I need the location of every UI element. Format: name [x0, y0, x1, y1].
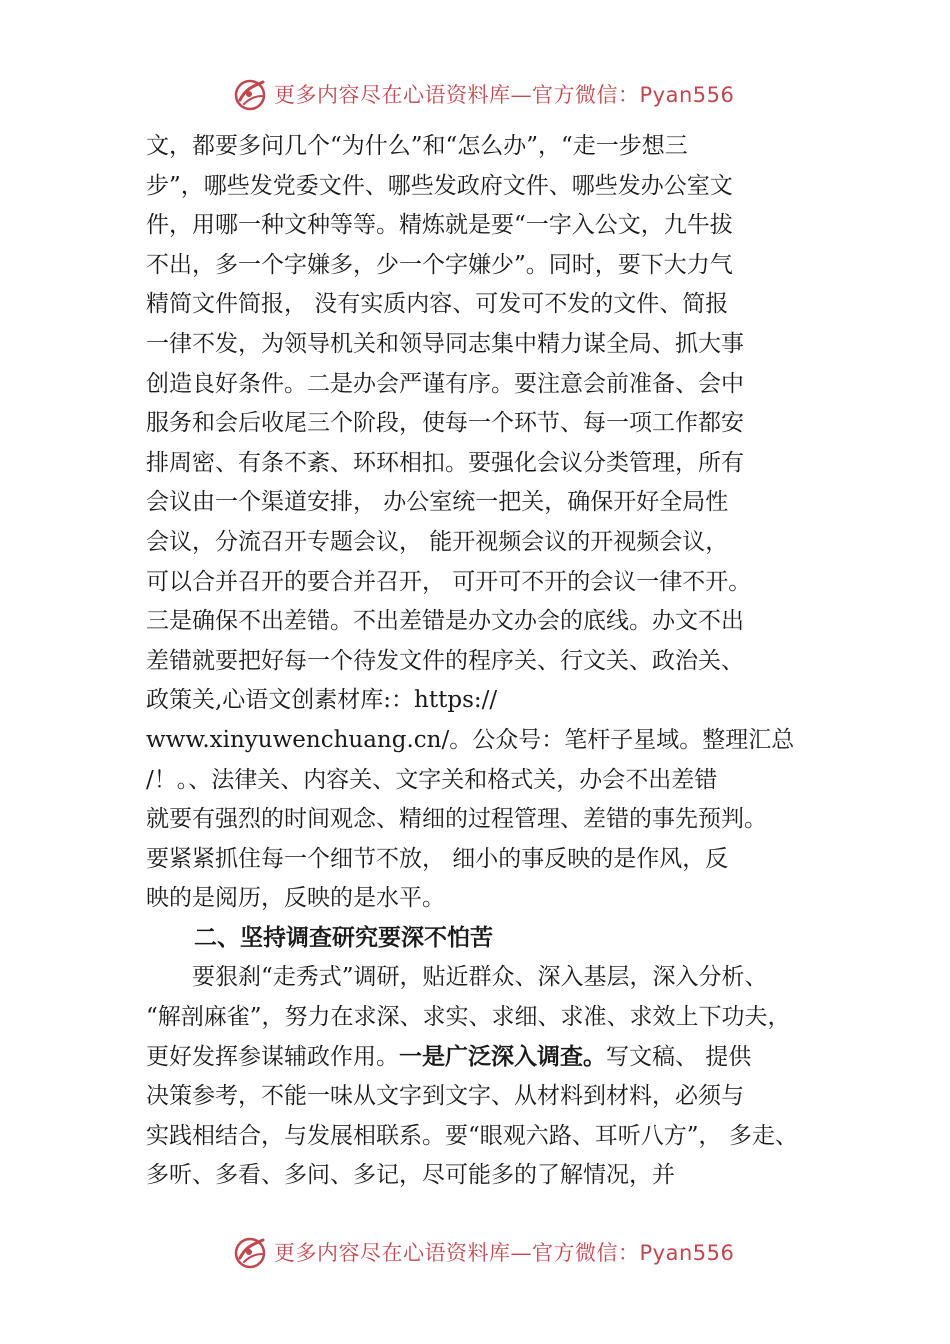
- body-line-11: 会议，分流召开专题会议， 能开视频会议的开视频会议，: [146, 528, 729, 555]
- footer-banner: [232, 1232, 735, 1272]
- body-line-9: 排周密、有条不紊、环环相扣。要强化会议分类管理，所有: [146, 449, 744, 476]
- bold-subheading: 一是广泛深入调查。: [399, 1043, 606, 1070]
- header-wechat-id: Pyan556: [639, 83, 735, 107]
- para2-line-3: [146, 1038, 836, 1078]
- red-circle-logo-icon: [232, 1234, 268, 1270]
- para2-line-4: 决策参考，不能一味从文字到文字、从材料到材料，必须与: [146, 1083, 744, 1110]
- body-line-1: 文，都要多问几个“为什么”和“怎么办”，“走一步想三: [146, 133, 688, 159]
- body-line-13: 三是确保不出差错。不出差错是办文办会的底线。办文不出: [146, 608, 744, 635]
- body-line-7: 创造良好条件。二是办会严谨有序。要注意会前准备、会中: [146, 370, 744, 397]
- body-line-20: 映的是阅历，反映的是水平。: [146, 885, 445, 912]
- body-line-18: 就要有强烈的时间观念、精细的过程管理、差错的事先预判。: [146, 806, 767, 833]
- body-line-14: 差错就要把好每一个待发文件的程序关、行文关、政治关、: [146, 647, 744, 674]
- footer-banner-text: 更多内容尽在心语资料库—官方微信：Pyan556: [274, 1241, 735, 1265]
- para2-line-3-end: 写文稿、 提供: [606, 1043, 752, 1070]
- para2-line-5: 实践相结合，与发展相联系。要“眼观六路、耳听八方”， 多走、: [146, 1122, 798, 1149]
- body-line-5: 精简文件简报， 没有实质内容、可发可不发的文件、简报: [146, 291, 729, 318]
- body-line-19: 要紧紧抓住每一个细节不放， 细小的事反映的是作风，反: [146, 845, 729, 872]
- body-line-17: /！。、法律关、内容关、文字关和格式关，办会不出差错: [146, 766, 718, 793]
- body-line-3: 件，用哪一种文种等等。精炼就是要“一字入公文，九牛拔: [146, 212, 733, 239]
- section-heading: 二、坚持调查研究要深不怕苦: [194, 924, 493, 951]
- red-circle-logo-icon: [232, 76, 268, 112]
- body-line-8: 服务和会后收尾三个阶段，使每一个环节、每一项工作都安: [146, 410, 744, 437]
- document-body: [146, 127, 836, 1196]
- para2-line-6: 多听、多看、多问、多记，尽可能多的了解情况，并: [146, 1162, 675, 1189]
- body-line-2: 步”，哪些发党委文件、哪些发政府文件、哪些发办公室文: [146, 172, 733, 199]
- body-line-4: 不出，多一个字嫌多，少一个字嫌少”。同时，要下大力气: [146, 251, 733, 278]
- para2-line-3-start: 更好发挥参谋辅政作用。: [146, 1043, 399, 1070]
- footer-wechat-id: Pyan556: [639, 1241, 735, 1265]
- body-line-15: 政策关,心语文创素材库:：https://: [146, 687, 498, 714]
- body-line-10: 会议由一个渠道安排， 办公室统一把关，确保开好全局性: [146, 489, 729, 516]
- body-line-16: www.xinyuwenchuang.cn/。公众号：笔杆子星域。整理汇总: [146, 726, 795, 753]
- body-line-6: 一律不发，为领导机关和领导同志集中精力谋全局、抓大事: [146, 330, 744, 357]
- header-banner-text: 更多内容尽在心语资料库—官方微信：Pyan556: [274, 83, 735, 107]
- body-line-12: 可以合并召开的要合并召开， 可开可不开的会议一律不开。: [146, 568, 752, 595]
- para2-line-2: “解剖麻雀”，努力在求深、求实、求细、求准、求效上下功夫，: [146, 1004, 791, 1031]
- para2-line-1: 要狠刹“走秀式”调研，贴近群众、深入基层，深入分析、: [192, 964, 768, 991]
- header-banner: [232, 74, 735, 114]
